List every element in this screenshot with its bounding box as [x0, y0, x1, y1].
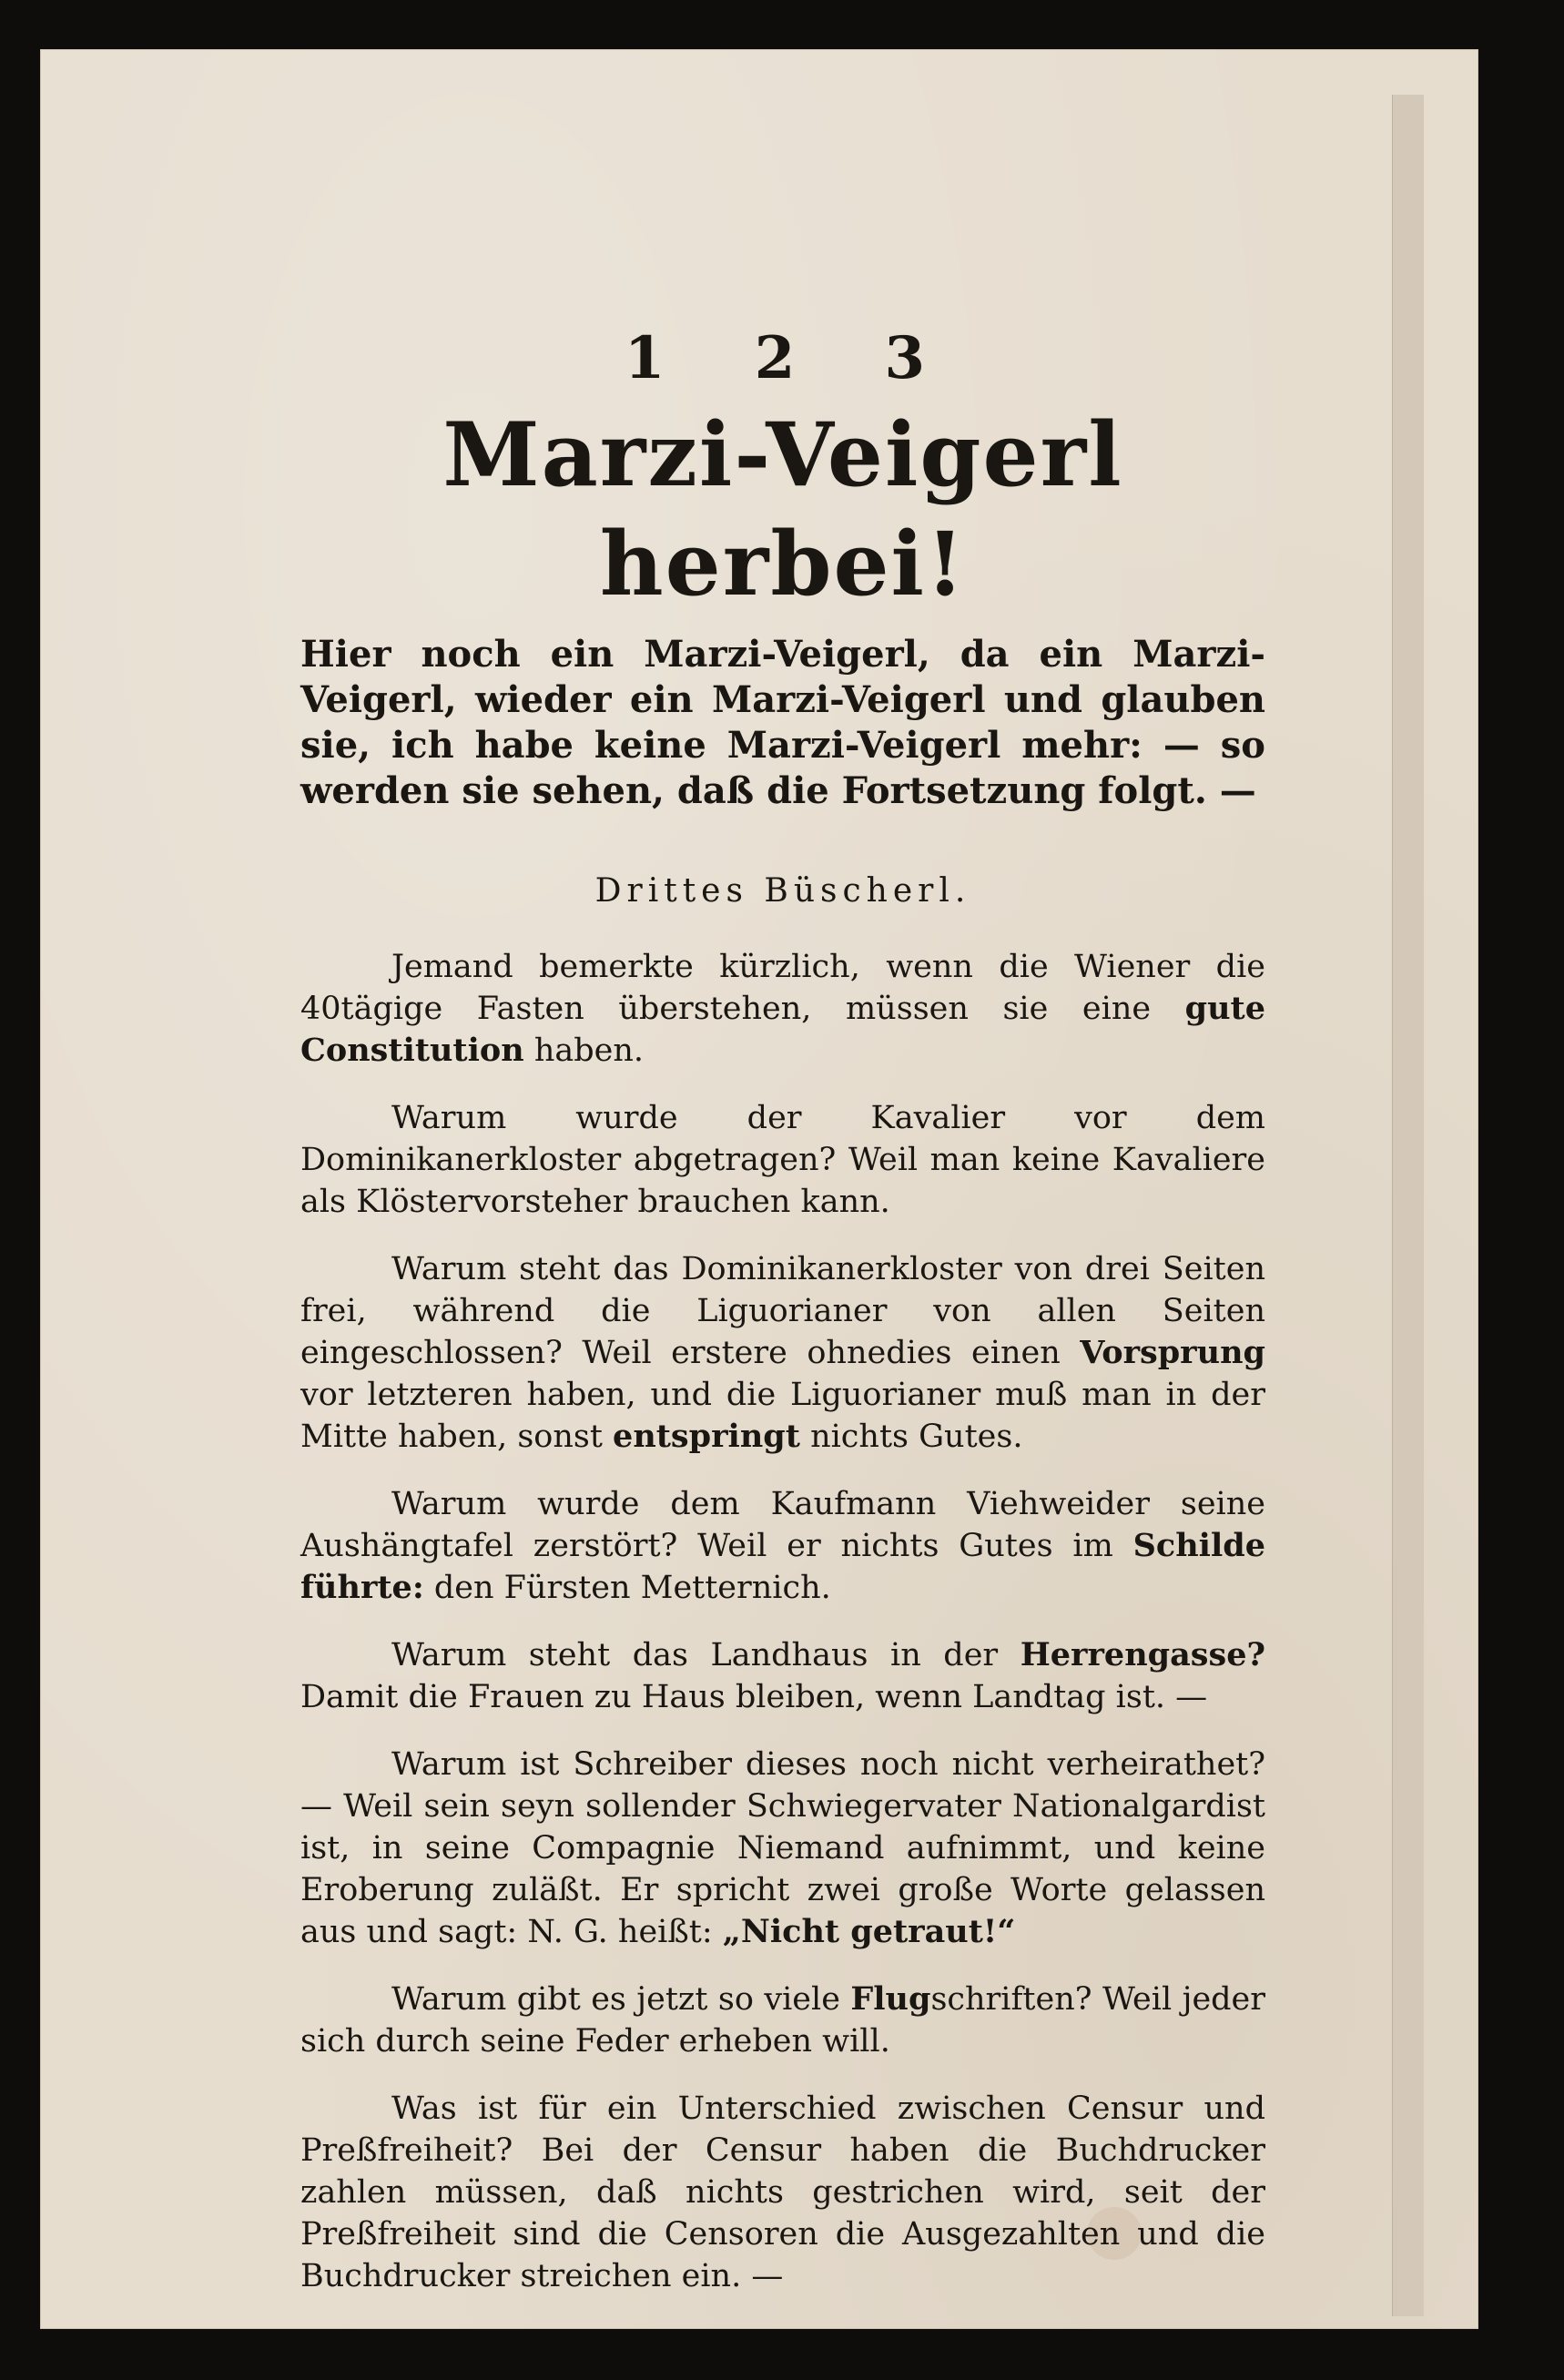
paragraph-text: Warum steht das Dominikanerkloster von drei Seiten frei, während die Liguorianer von allen Seiten eingeschlossen? Weil erstere ohnedies einen: [300, 1251, 1265, 1371]
sheet-edge: [1393, 95, 1424, 2316]
paragraph-text: Warum wurde dem Kaufmann Viehweider seine Aushängtafel zerstört? Weil er nichts Gutes im: [300, 1486, 1265, 1564]
paragraph-text: vor letzteren haben, und die Liguorianer muß man in der Mitte haben, sonst: [300, 1377, 1265, 1455]
page-title: Marzi-Veigerl herbei!: [442, 403, 1123, 615]
paragraph-1: [300, 946, 1265, 1072]
paragraph-2: [300, 1097, 1265, 1223]
paragraph-text: den Fürsten Metternich.: [423, 1570, 831, 1606]
paragraph-text: Warum gibt es jetzt so viele: [391, 1981, 851, 2018]
paragraph-text: Warum steht das Landhaus in der: [391, 1637, 1021, 1673]
issue-number: 1 2 3: [624, 324, 960, 392]
paragraph-3: [300, 1248, 1265, 1458]
paragraph-7: [300, 1978, 1265, 2062]
paragraph-text: schriften? Weil jeder sich durch seine Feder erheben will.: [300, 1981, 1266, 2060]
subtitle: Hier noch ein Marzi-Veigerl, da ein Marzi-Veigerl, wieder ein Marzi-Veigerl und glauben sie, ich habe keine Marzi-Veigerl mehr: — so werden sie sehen, daß die Fortsetzung folgt. —: [300, 633, 1265, 812]
paragraph-text: haben.: [523, 1032, 645, 1069]
section-title: Drittes Büscherl.: [594, 872, 971, 910]
emphasis: „Nicht getraut!“: [722, 1913, 1016, 1950]
emphasis: Schilde führte:: [300, 1527, 1265, 1606]
paragraph-text: Warum wurde der Kavalier vor dem Dominikanerkloster abgetragen? Weil man keine Kavaliere als Klöstervorsteher brauchen kann.: [300, 1100, 1265, 1220]
emphasis: gute Constitution: [300, 990, 1265, 1069]
emphasis: Herrengasse?: [1020, 1636, 1265, 1673]
paragraph-4: [300, 1483, 1265, 1609]
paragraph-5: [300, 1634, 1265, 1718]
paper-sheet: [40, 49, 1478, 2329]
paragraph-text: Was ist für ein Unterschied zwischen Censur und Preßfreiheit? Bei der Censur haben die Buchdrucker zahlen müssen, daß nichts gestrichen wird, seit der Preßfreiheit sind die Censoren die Ausgezahlten und die Buchdrucker streichen ein. —: [300, 2090, 1265, 2294]
paragraph-text: Jemand bemerkte kürzlich, wenn die Wiener die 40tägige Fasten überstehen, müssen sie eine: [300, 949, 1265, 1027]
emphasis: entspringt: [613, 1418, 800, 1455]
paragraph-text: Warum ist Schreiber dieses noch nicht verheirathet? — Weil sein seyn sollender Schwiegervater Nationalgardist ist, in seine Compagnie Niemand aufnimmt, und keine Eroberung zuläßt. Er spricht zwei große Worte gelassen aus und sagt: N. G. heißt:: [300, 1746, 1265, 1950]
paragraph-text: nichts Gutes.: [799, 1419, 1023, 1455]
emphasis: Flug: [850, 1980, 931, 2018]
emphasis: Vorsprung: [1080, 1334, 1265, 1371]
paragraph-text: Damit die Frauen zu Haus bleiben, wenn Landtag ist. —: [300, 1679, 1208, 1715]
paragraph-8: [300, 2088, 1265, 2297]
paragraph-6: [300, 1744, 1265, 1953]
document-body: [300, 322, 1265, 2323]
